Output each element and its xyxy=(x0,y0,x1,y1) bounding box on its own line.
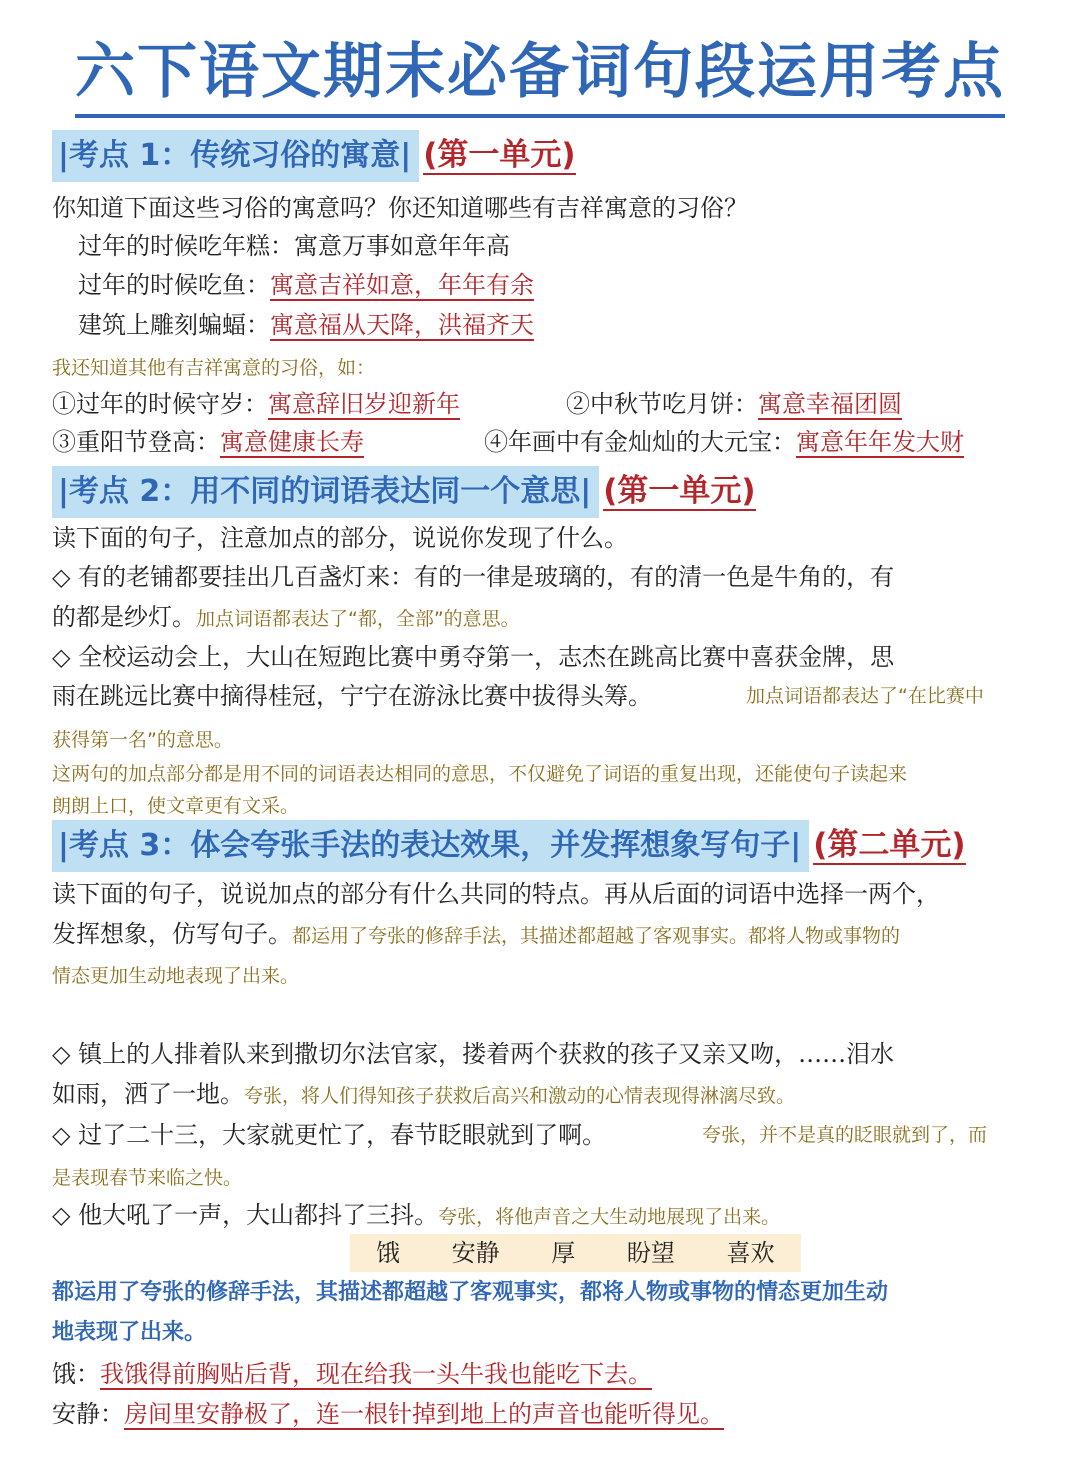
word-3: 厚 xyxy=(551,1239,576,1267)
kp1-extra-4-q: ④年画中有金灿灿的大元宝： xyxy=(484,428,796,456)
kp2-s1-note: 加点词语都表达了“都，全部”的意思。 xyxy=(196,608,520,630)
kp3-e1-note: 夸张，将人们得知孩子获救后高兴和激动的心情表现得淋漓尽致。 xyxy=(244,1085,796,1107)
kp2-s1-line2 xyxy=(52,601,1032,635)
kp2-s2-line2 xyxy=(52,680,1032,712)
word-5: 喜欢 xyxy=(726,1239,775,1267)
kp2-s2-text: 雨在跳远比赛中摘得桂冠，宁宁在游泳比赛中拔得头筹。 xyxy=(52,682,652,710)
kp3-e1-text: 如雨，洒了一地。 xyxy=(52,1080,244,1108)
kp3-w2-answer: 房间里安静极了，连一根针掉到地上的声音也能听得见。 xyxy=(124,1400,724,1428)
kp1-extra-4-a: 寓意年年发大财 xyxy=(796,428,964,456)
kp1-extra-row-1 xyxy=(52,388,1032,420)
kp1-item-3-q: 建筑上雕刻蝙蝠： xyxy=(78,311,270,339)
kp2-title: |考点 2：用不同的词语表达同一个意思| xyxy=(52,466,599,518)
kp1-unit: (第一单元) xyxy=(423,137,576,173)
word-1: 饿 xyxy=(376,1239,400,1267)
kp2-s1-line1: ◇ 有的老铺都要挂出几百盏灯来：有的一律是玻璃的，有的清一色是牛角的，有 xyxy=(52,563,895,591)
title-underline xyxy=(75,114,1005,118)
kp1-item-1 xyxy=(78,230,1032,262)
kp2-header xyxy=(52,466,756,518)
kp3-e2-note2: 是表现春节来临之快。 xyxy=(52,1167,243,1189)
kp3-e3-line xyxy=(52,1199,1032,1233)
kp1-item-1-a: 寓意万事如意年年高 xyxy=(294,232,510,260)
word-2: 安静 xyxy=(451,1239,500,1267)
kp1-extra-3-a: 寓意健康长寿 xyxy=(220,428,364,456)
kp2-s2-line1: ◇ 全校运动会上，大山在短跑比赛中勇夺第一，志杰在跳高比赛中喜获金牌，思 xyxy=(52,643,895,671)
kp1-item-2 xyxy=(78,269,1032,301)
kp3-e3-note: 夸张，将他声音之大生动地展现了出来。 xyxy=(438,1206,781,1228)
kp1-extra-row-2 xyxy=(52,426,1032,458)
kp3-q-note2: 情态更加生动地表现了出来。 xyxy=(52,965,300,987)
kp2-summary-1: 这两句的加点部分都是用不同的词语表达相同的意思，不仅避免了词语的重复出现，还能使句子读起来 xyxy=(52,763,908,785)
kp1-extra-2-a: 寓意幸福团圆 xyxy=(758,390,902,418)
page-title: 六下语文期末必备词句段运用考点 xyxy=(75,37,1005,107)
kp1-extra-2-q: ②中秋节吃月饼： xyxy=(566,390,758,418)
kp1-item-2-a: 寓意吉祥如意，年年有余 xyxy=(270,271,534,299)
kp3-header xyxy=(52,820,966,872)
kp2-s2-note2: 获得第一名”的意思。 xyxy=(52,729,233,751)
kp3-w2-label: 安静： xyxy=(52,1400,124,1428)
kp3-e2-line1 xyxy=(52,1119,1032,1151)
kp2-question: 读下面的句子，注意加点的部分，说说你发现了什么。 xyxy=(52,524,628,552)
word-4: 盼望 xyxy=(626,1239,675,1267)
kp3-e1-line2 xyxy=(52,1078,1032,1112)
kp1-item-1-q: 过年的时候吃年糕： xyxy=(78,232,294,260)
kp3-e2-note1: 夸张，并不是真的眨眼就到了，而 xyxy=(702,1124,988,1146)
word-bank xyxy=(350,1234,801,1272)
kp2-unit: (第一单元) xyxy=(603,473,756,509)
kp1-item-3-a: 寓意福从天降，洪福齐天 xyxy=(270,311,534,339)
kp3-question-1: 读下面的句子，说说加点的部分有什么共同的特点。再从后面的词语中选择一两个， xyxy=(52,880,940,908)
kp3-q2-text: 发挥想象，仿写句子。 xyxy=(52,920,292,948)
kp1-extra-3-q: ③重阳节登高： xyxy=(52,428,220,456)
kp1-header xyxy=(52,130,576,182)
kp2-summary-2: 朗朗上口，使文章更有文采。 xyxy=(52,795,300,817)
kp3-blue-note-2: 地表现了出来。 xyxy=(52,1320,207,1345)
kp3-w1-label: 饿： xyxy=(52,1360,100,1388)
kp3-q-note1: 都运用了夸张的修辞手法，其描述都超越了客观事实。都将人物或事物的 xyxy=(292,925,901,947)
kp3-question-2 xyxy=(52,918,1032,952)
kp3-example-1 xyxy=(52,1358,1032,1390)
kp3-title: |考点 3：体会夸张手法的表达效果，并发挥想象写句子| xyxy=(52,820,809,872)
kp1-extra-1-q: ①过年的时候守岁： xyxy=(52,390,268,418)
kp3-e1-line1: ◇ 镇上的人排着队来到撒切尔法官家，搂着两个获救的孩子又亲又吻，……泪水 xyxy=(52,1040,895,1068)
kp1-title: |考点 1：传统习俗的寓意| xyxy=(52,130,419,182)
kp1-extra-1-a: 寓意辞旧岁迎新年 xyxy=(268,390,460,418)
kp1-item-3 xyxy=(78,309,1032,341)
kp2-s2-note1: 加点词语都表达了“在比赛中 xyxy=(746,685,984,707)
kp1-item-2-q: 过年的时候吃鱼： xyxy=(78,271,270,299)
kp3-example-2 xyxy=(52,1398,1032,1430)
kp3-w1-answer: 我饿得前胸贴后背，现在给我一头牛我也能吃下去。 xyxy=(100,1360,652,1388)
kp3-e3-text: ◇ 他大吼了一声，大山都抖了三抖。 xyxy=(52,1201,439,1229)
kp3-blue-note-1: 都运用了夸张的修辞手法，其描述都超越了客观事实，都将人物或事物的情态更加生动 xyxy=(52,1280,889,1305)
kp2-s1-text: 的都是纱灯。 xyxy=(52,603,196,631)
kp3-e2-text: ◇ 过了二十三，大家就更忙了，春节眨眼就到了啊。 xyxy=(52,1121,607,1149)
kp3-unit: (第二单元) xyxy=(813,827,966,863)
kp1-note: 我还知道其他有吉祥寓意的习俗，如： xyxy=(52,357,376,379)
kp1-question: 你知道下面这些习俗的寓意吗？你还知道哪些有吉祥寓意的习俗？ xyxy=(52,194,748,222)
